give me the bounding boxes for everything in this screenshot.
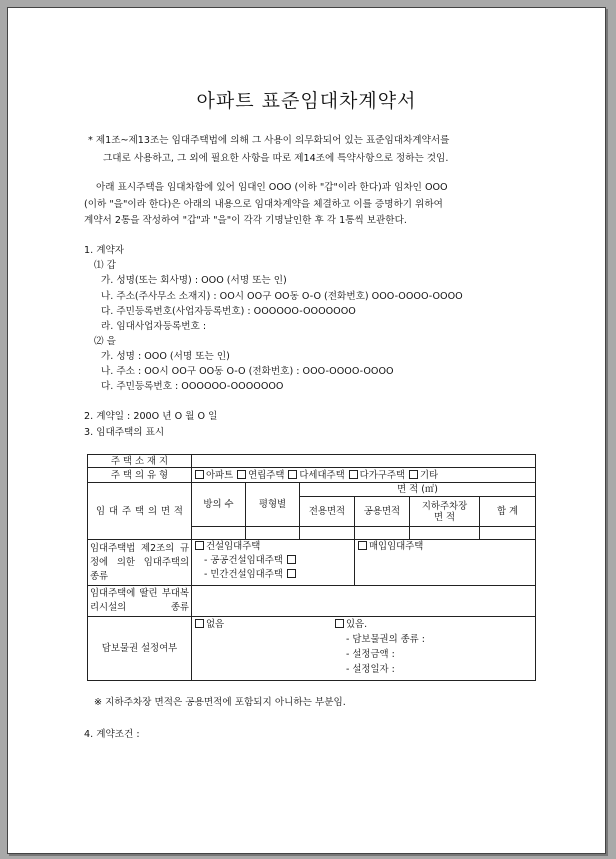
parking-label-2: 면 적 bbox=[433, 511, 456, 523]
party-a-item: 라. 임대사업자등록번호 : bbox=[101, 321, 207, 332]
party-a-label: ⑴ 갑 bbox=[94, 260, 116, 271]
checkbox[interactable] bbox=[195, 541, 204, 550]
collateral-none: 없음 bbox=[206, 619, 225, 630]
checkbox[interactable] bbox=[409, 470, 418, 479]
kind-built-cell bbox=[192, 540, 355, 586]
facilities-label: 임대주택에 딸린 부대복리시설의 종류 bbox=[88, 586, 192, 617]
collateral-item: - 설정일자 : bbox=[346, 664, 395, 675]
contract-date: 2. 계약일 : 200O 년 O 월 O 일 bbox=[84, 411, 218, 422]
checkbox[interactable] bbox=[195, 619, 204, 628]
type-option: 아파트 bbox=[206, 469, 234, 481]
intro-line-2: (이하 "을"이라 한다)은 아래의 내용으로 임대차계약을 체결하고 이를 증명하기 위하여 bbox=[84, 199, 443, 210]
party-b-item: 나. 주소 : OO시 OO구 OO동 O-O (전화번호) : OOO-OOOO-OOOO bbox=[101, 366, 394, 377]
kind-public: - 공공건설임대주택 bbox=[204, 555, 283, 566]
party-b-item: 가. 성명 : OOO (서명 또는 인) bbox=[101, 351, 230, 362]
kind-label: 임대주택법 제2조의 규정에 의한 임대주택의 종류 bbox=[88, 540, 192, 586]
parking-area-label bbox=[410, 497, 480, 527]
facilities-value[interactable] bbox=[192, 586, 536, 617]
checkbox[interactable] bbox=[287, 569, 296, 578]
party-a-item: 나. 주소(주사무소 소재지) : OO시 OO구 OO동 O-O (전화번호) OOO-OOOO-OOOO bbox=[101, 291, 463, 302]
footnote: ※ 지하주차장 면적은 공용면적에 포함되지 아니하는 부분임. bbox=[94, 697, 346, 708]
intro-line-3: 계약서 2통을 작성하여 "갑"과 "을"이 각각 기명날인한 후 각 1통씩 보관한다. bbox=[84, 215, 407, 226]
collateral-label: 담보물권 설정여부 bbox=[88, 617, 192, 681]
type-option: 다세대주택 bbox=[299, 469, 345, 481]
notice-line-1: * 제1조~제13조는 임대주택법에 의해 그 사용이 의무화되어 있는 표준임대차계약서를 bbox=[88, 135, 450, 146]
section4-heading: 4. 계약조건 : bbox=[84, 729, 140, 740]
exclusive-area-label: 전용면적 bbox=[300, 497, 355, 527]
type-option: 다가구주택 bbox=[359, 469, 405, 481]
checkbox[interactable] bbox=[237, 470, 246, 479]
type-option: 연립주택 bbox=[248, 469, 285, 481]
parking-label-1: 지하주차장 bbox=[421, 500, 468, 512]
type-label: 주 택 의 유 형 bbox=[88, 468, 192, 483]
checkbox[interactable] bbox=[288, 470, 297, 479]
section1-heading: 1. 계약자 bbox=[84, 245, 125, 256]
collateral-item: - 설정금액 : bbox=[346, 649, 395, 660]
checkbox[interactable] bbox=[195, 470, 204, 479]
common-area-label: 공용면적 bbox=[355, 497, 410, 527]
kind-purchased-cell bbox=[355, 540, 536, 586]
party-b-label: ⑵ 을 bbox=[94, 336, 116, 347]
common-value[interactable] bbox=[355, 527, 410, 540]
checkbox[interactable] bbox=[335, 619, 344, 628]
party-b-item: 다. 주민등록번호 : OOOOOO-OOOOOOO bbox=[101, 381, 284, 392]
type-options bbox=[192, 468, 536, 483]
type-option: 기타 bbox=[419, 469, 439, 481]
total-value[interactable] bbox=[480, 527, 536, 540]
location-label: 주 택 소 재 지 bbox=[88, 455, 192, 468]
total-label: 합 계 bbox=[480, 497, 536, 527]
parking-value[interactable] bbox=[410, 527, 480, 540]
pyeong-label: 평형별 bbox=[246, 483, 300, 527]
party-a-item: 가. 성명(또는 회사명) : OOO (서명 또는 인) bbox=[101, 275, 287, 286]
section3-heading: 3. 임대주택의 표시 bbox=[84, 427, 165, 438]
kind-purchased: 매입임대주택 bbox=[369, 541, 424, 552]
area-label: 면 적 (㎡) bbox=[300, 483, 536, 497]
rental-housing-table bbox=[87, 454, 536, 681]
location-value[interactable] bbox=[192, 455, 536, 468]
kind-private: - 민간건설임대주택 bbox=[204, 569, 283, 580]
exclusive-value[interactable] bbox=[300, 527, 355, 540]
document-page bbox=[7, 7, 606, 854]
checkbox[interactable] bbox=[287, 555, 296, 564]
intro-line-1: 아래 표시주택을 임대차함에 있어 임대인 OOO (이하 "갑"이라 한다)과 임차인 OOO bbox=[96, 182, 448, 193]
party-a-item: 다. 주민등록번호(사업자등록번호) : OOOOOO-OOOOOOO bbox=[101, 306, 356, 317]
pyeong-value[interactable] bbox=[246, 527, 300, 540]
collateral-yes: 있음. bbox=[346, 619, 368, 630]
spec-label: 임 대 주 택 의 면 적 bbox=[88, 483, 192, 540]
kind-built: 건설임대주택 bbox=[206, 541, 261, 552]
checkbox[interactable] bbox=[349, 470, 358, 479]
rooms-value[interactable] bbox=[192, 527, 246, 540]
page-title: 아파트 표준임대차계약서 bbox=[196, 90, 417, 112]
collateral-cell bbox=[192, 617, 536, 681]
rooms-label: 방의 수 bbox=[192, 483, 246, 527]
collateral-item: - 담보물권의 종류 : bbox=[346, 634, 425, 645]
notice-line-2: 그대로 사용하고, 그 외에 필요한 사항을 따로 제14조에 특약사항으로 정하는 것임. bbox=[103, 153, 449, 164]
checkbox[interactable] bbox=[358, 541, 367, 550]
